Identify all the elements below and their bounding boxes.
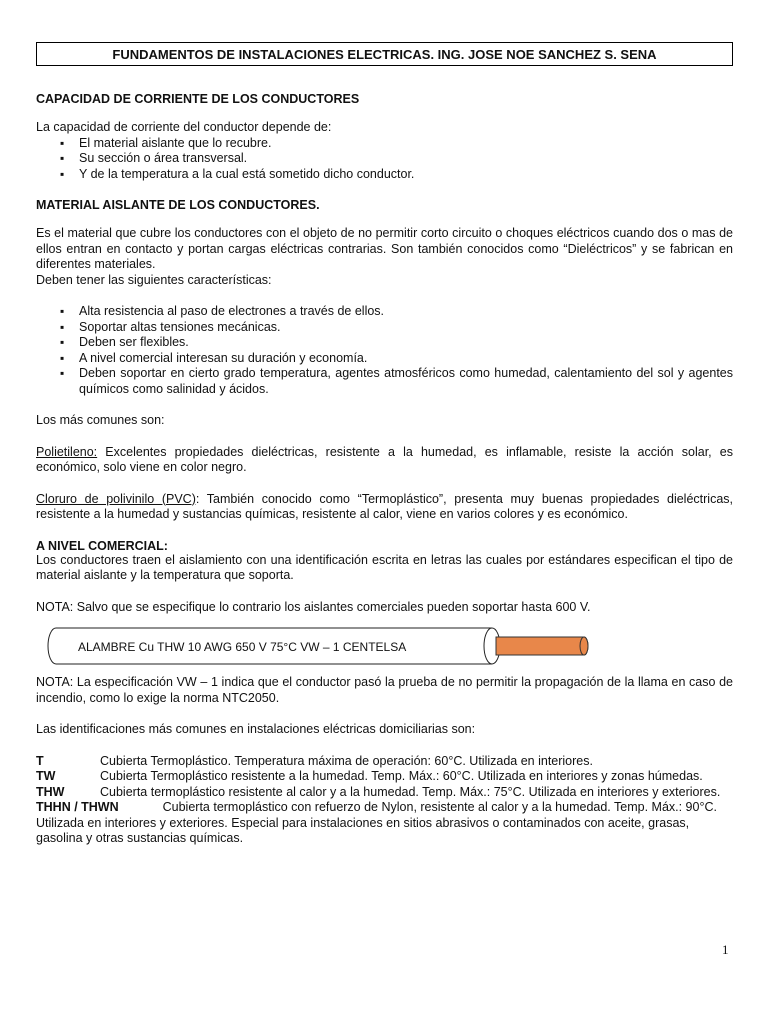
- pvc-text: : También conocido como “Termoplástico”, presenta muy buenas propiedades dieléctricas, resistente a la humedad y sustancias químicas, resistente al calor, viene en varios colores y es económico.: [36, 491, 733, 521]
- type-row-t: [36, 754, 733, 770]
- section-heading-material: MATERIAL AISLANTE DE LOS CONDUCTORES.: [36, 198, 320, 212]
- wire-label: ALAMBRE Cu THW 10 AWG 650 V 75°C VW – 1 CENTELSA: [78, 640, 407, 654]
- section-heading-capacidad: CAPACIDAD DE CORRIENTE DE LOS CONDUCTORES: [36, 92, 360, 106]
- type-description: Cubierta termoplástico con refuerzo de Nylon, resistente al calor y a la humedad. Temp. Máx.: 90°C. Utilizada en interiores y exteriores. Especial para instalaciones en sitios abrasivos o contaminados con aceite, grasas, gasolina y otras sustancias químicas.: [36, 800, 717, 845]
- type-description: Cubierta Termoplástico resistente a la humedad. Temp. Máx.: 60°C. Utilizada en interiores y zonas húmedas.: [100, 769, 703, 783]
- polietileno-paragraph: [36, 445, 733, 476]
- copper-conductor: [496, 637, 588, 655]
- type-code: THHN / THWN: [36, 800, 119, 814]
- pvc-label: Cloruro de polivinilo (PVC): [36, 491, 196, 506]
- characteristics-list: [36, 304, 733, 397]
- list-item: ▪ Y de la temperatura a la cual está sometido dicho conductor.: [60, 167, 733, 183]
- list-item: ▪ Su sección o área transversal.: [60, 151, 733, 167]
- copper-conductor-end: [580, 637, 588, 655]
- type-code: TW: [36, 769, 56, 783]
- capacidad-list: [36, 136, 733, 183]
- page-number: 1: [722, 942, 729, 957]
- common-materials-intro: Los más comunes son:: [36, 413, 165, 427]
- comercial-paragraph: Los conductores traen el aislamiento con una identificación escrita en letras las cuales por estándares especifican el tipo de material aislante y la temperatura que soporta.: [36, 552, 733, 582]
- type-row-thw: [36, 785, 733, 801]
- list-item: ▪ A nivel comercial interesan su duración y economía.: [60, 351, 733, 367]
- nota-vw1: NOTA: La especificación VW – 1 indica que el conductor pasó la prueba de no permitir la propagación de la llama en caso de incendio, como lo exige la norma NTC2050.: [36, 675, 733, 705]
- type-row-tw: [36, 769, 733, 785]
- document-page: [36, 42, 733, 847]
- nota-voltage: NOTA: Salvo que se especifique lo contrario los aislantes comerciales pueden soportar hasta 600 V.: [36, 599, 591, 614]
- type-description: Cubierta Termoplástico. Temperatura máxima de operación: 60°C. Utilizada en interiores.: [100, 753, 593, 768]
- polietileno-text: Excelentes propiedades dieléctricas, resistente a la humedad, es inflamable, resiste la acción solar, es económico, solo viene en color negro.: [36, 444, 733, 474]
- material-characteristics-intro: Deben tener las siguientes características:: [36, 272, 272, 287]
- type-code: T: [36, 753, 44, 768]
- wire-illustration: [36, 625, 733, 667]
- identifications-intro: Las identificaciones más comunes en instalaciones eléctricas domiciliarias son:: [36, 722, 476, 736]
- pvc-paragraph: [36, 492, 733, 523]
- type-code: THW: [36, 784, 65, 799]
- list-item: ▪ Deben soportar en cierto grado temperatura, agentes atmosféricos como humedad, calentamiento del sol y agentes químicos como salinidad y ácidos.: [60, 366, 733, 397]
- type-row-thhn: [36, 800, 733, 847]
- type-description: Cubierta termoplástico resistente al calor y a la humedad. Temp. Máx.: 75°C. Utilizada en interiores y exteriores.: [100, 784, 721, 799]
- list-item: ▪ Soportar altas tensiones mecánicas.: [60, 320, 733, 336]
- capacidad-intro: La capacidad de corriente del conductor depende de:: [36, 120, 332, 134]
- list-item: ▪ Alta resistencia al paso de electrones a través de ellos.: [60, 304, 733, 320]
- list-item: ▪ El material aislante que lo recubre.: [60, 136, 733, 152]
- document-title: FUNDAMENTOS DE INSTALACIONES ELECTRICAS. ING. JOSE NOE SANCHEZ S. SENA: [36, 42, 733, 66]
- wire-drawing: [36, 625, 733, 667]
- material-paragraph: Es el material que cubre los conductores con el objeto de no permitir corto circuito o choques eléctricos cuando dos o mas de ellos entran en contacto y portan cargas eléctricas contrarias. Son también conocidos como “Dieléctricos” y se fabrican en diferentes materiales.: [36, 226, 733, 271]
- list-item: ▪ Deben ser flexibles.: [60, 335, 733, 351]
- section-heading-comercial: A NIVEL COMERCIAL:: [36, 538, 168, 553]
- polietileno-label: Polietileno:: [36, 444, 98, 459]
